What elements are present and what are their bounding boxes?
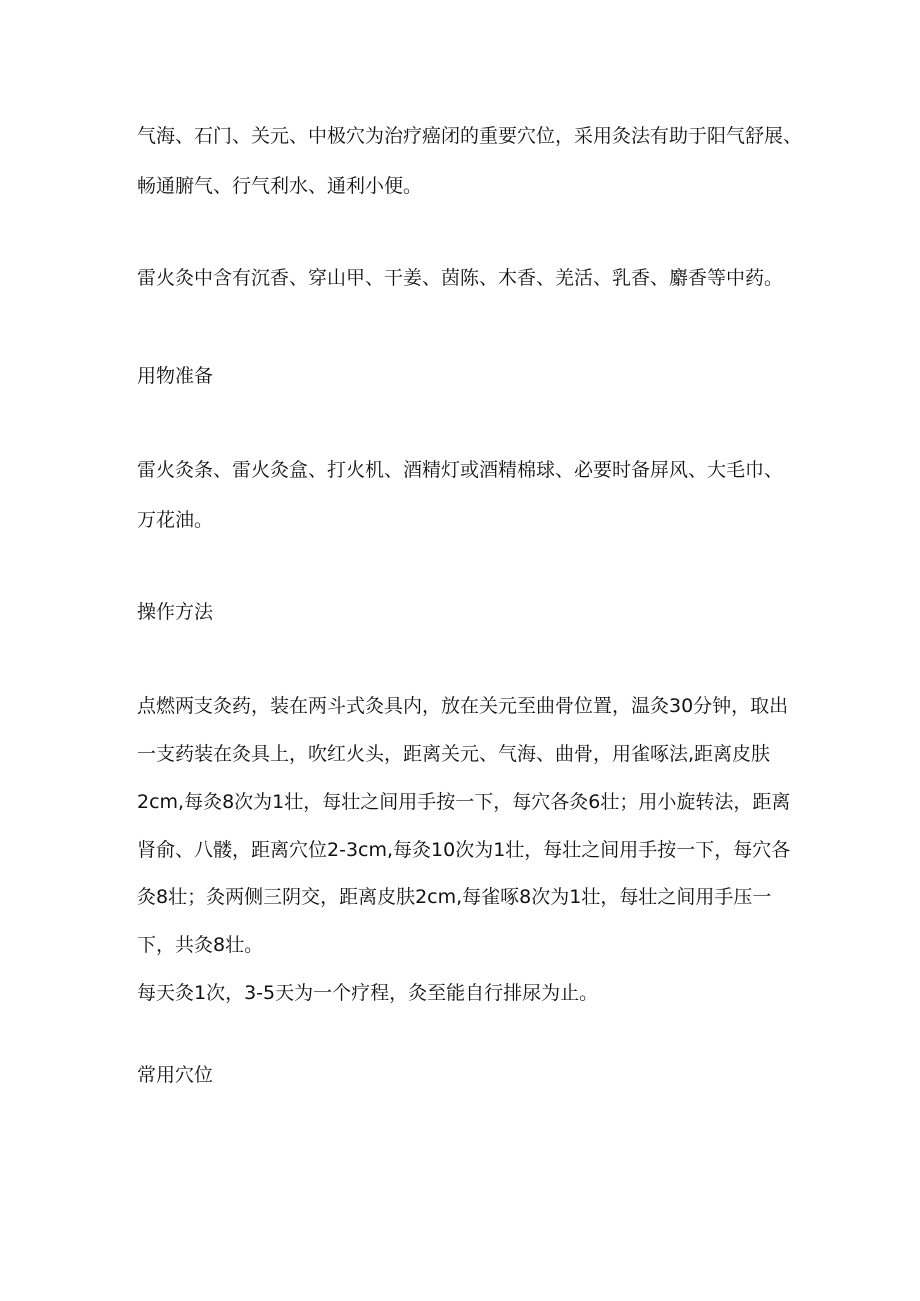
paragraph-supplies-line-2: 万花油。 xyxy=(137,509,214,531)
paragraph-supplies-line-1: 雷火灸条、雷火灸盒、打火机、酒精灯或酒精棉球、必要时备屏风、大毛巾、 xyxy=(137,459,784,481)
heading-supplies: 用物准备 xyxy=(137,365,214,387)
heading-method: 操作方法 xyxy=(137,601,214,623)
heading-common-points: 常用穴位 xyxy=(137,1064,214,1086)
paragraph-acupoints-line-2: 畅通腑气、行气利水、通利小便。 xyxy=(137,175,423,197)
paragraph-method-line-5: 灸8壮；灸两侧三阴交，距离皮肤2cm,每雀啄8次为1壮，每壮之间用手压一 xyxy=(137,886,772,908)
paragraph-schedule: 每天灸1次，3-5天为一个疗程，灸至能自行排尿为止。 xyxy=(137,982,599,1004)
paragraph-method-line-2: 一支药装在灸具上，吹红火头，距离关元、气海、曲骨，用雀啄法,距离皮肤 xyxy=(137,743,771,765)
paragraph-method-line-4: 肾俞、八髅，距离穴位2-3cm,每灸10次为1壮，每壮之间用手按一下，每穴各 xyxy=(137,839,791,861)
paragraph-method-line-1: 点燃两支灸药，装在两斗式灸具内，放在关元至曲骨位置，温灸30分钟，取出 xyxy=(137,695,789,717)
paragraph-method-line-6: 下，共灸8壮。 xyxy=(137,934,264,956)
paragraph-method-line-3: 2cm,每灸8次为1壮，每壮之间用手按一下，每穴各灸6壮；用小旋转法，距离 xyxy=(137,791,791,813)
paragraph-ingredients: 雷火灸中含有沉香、穿山甲、干姜、茵陈、木香、羌活、乳香、麝香等中药。 xyxy=(137,267,784,289)
paragraph-acupoints-line-1: 气海、石门、关元、中极穴为治疗癌闭的重要穴位，采用灸法有助于阳气舒展、 xyxy=(137,125,803,147)
